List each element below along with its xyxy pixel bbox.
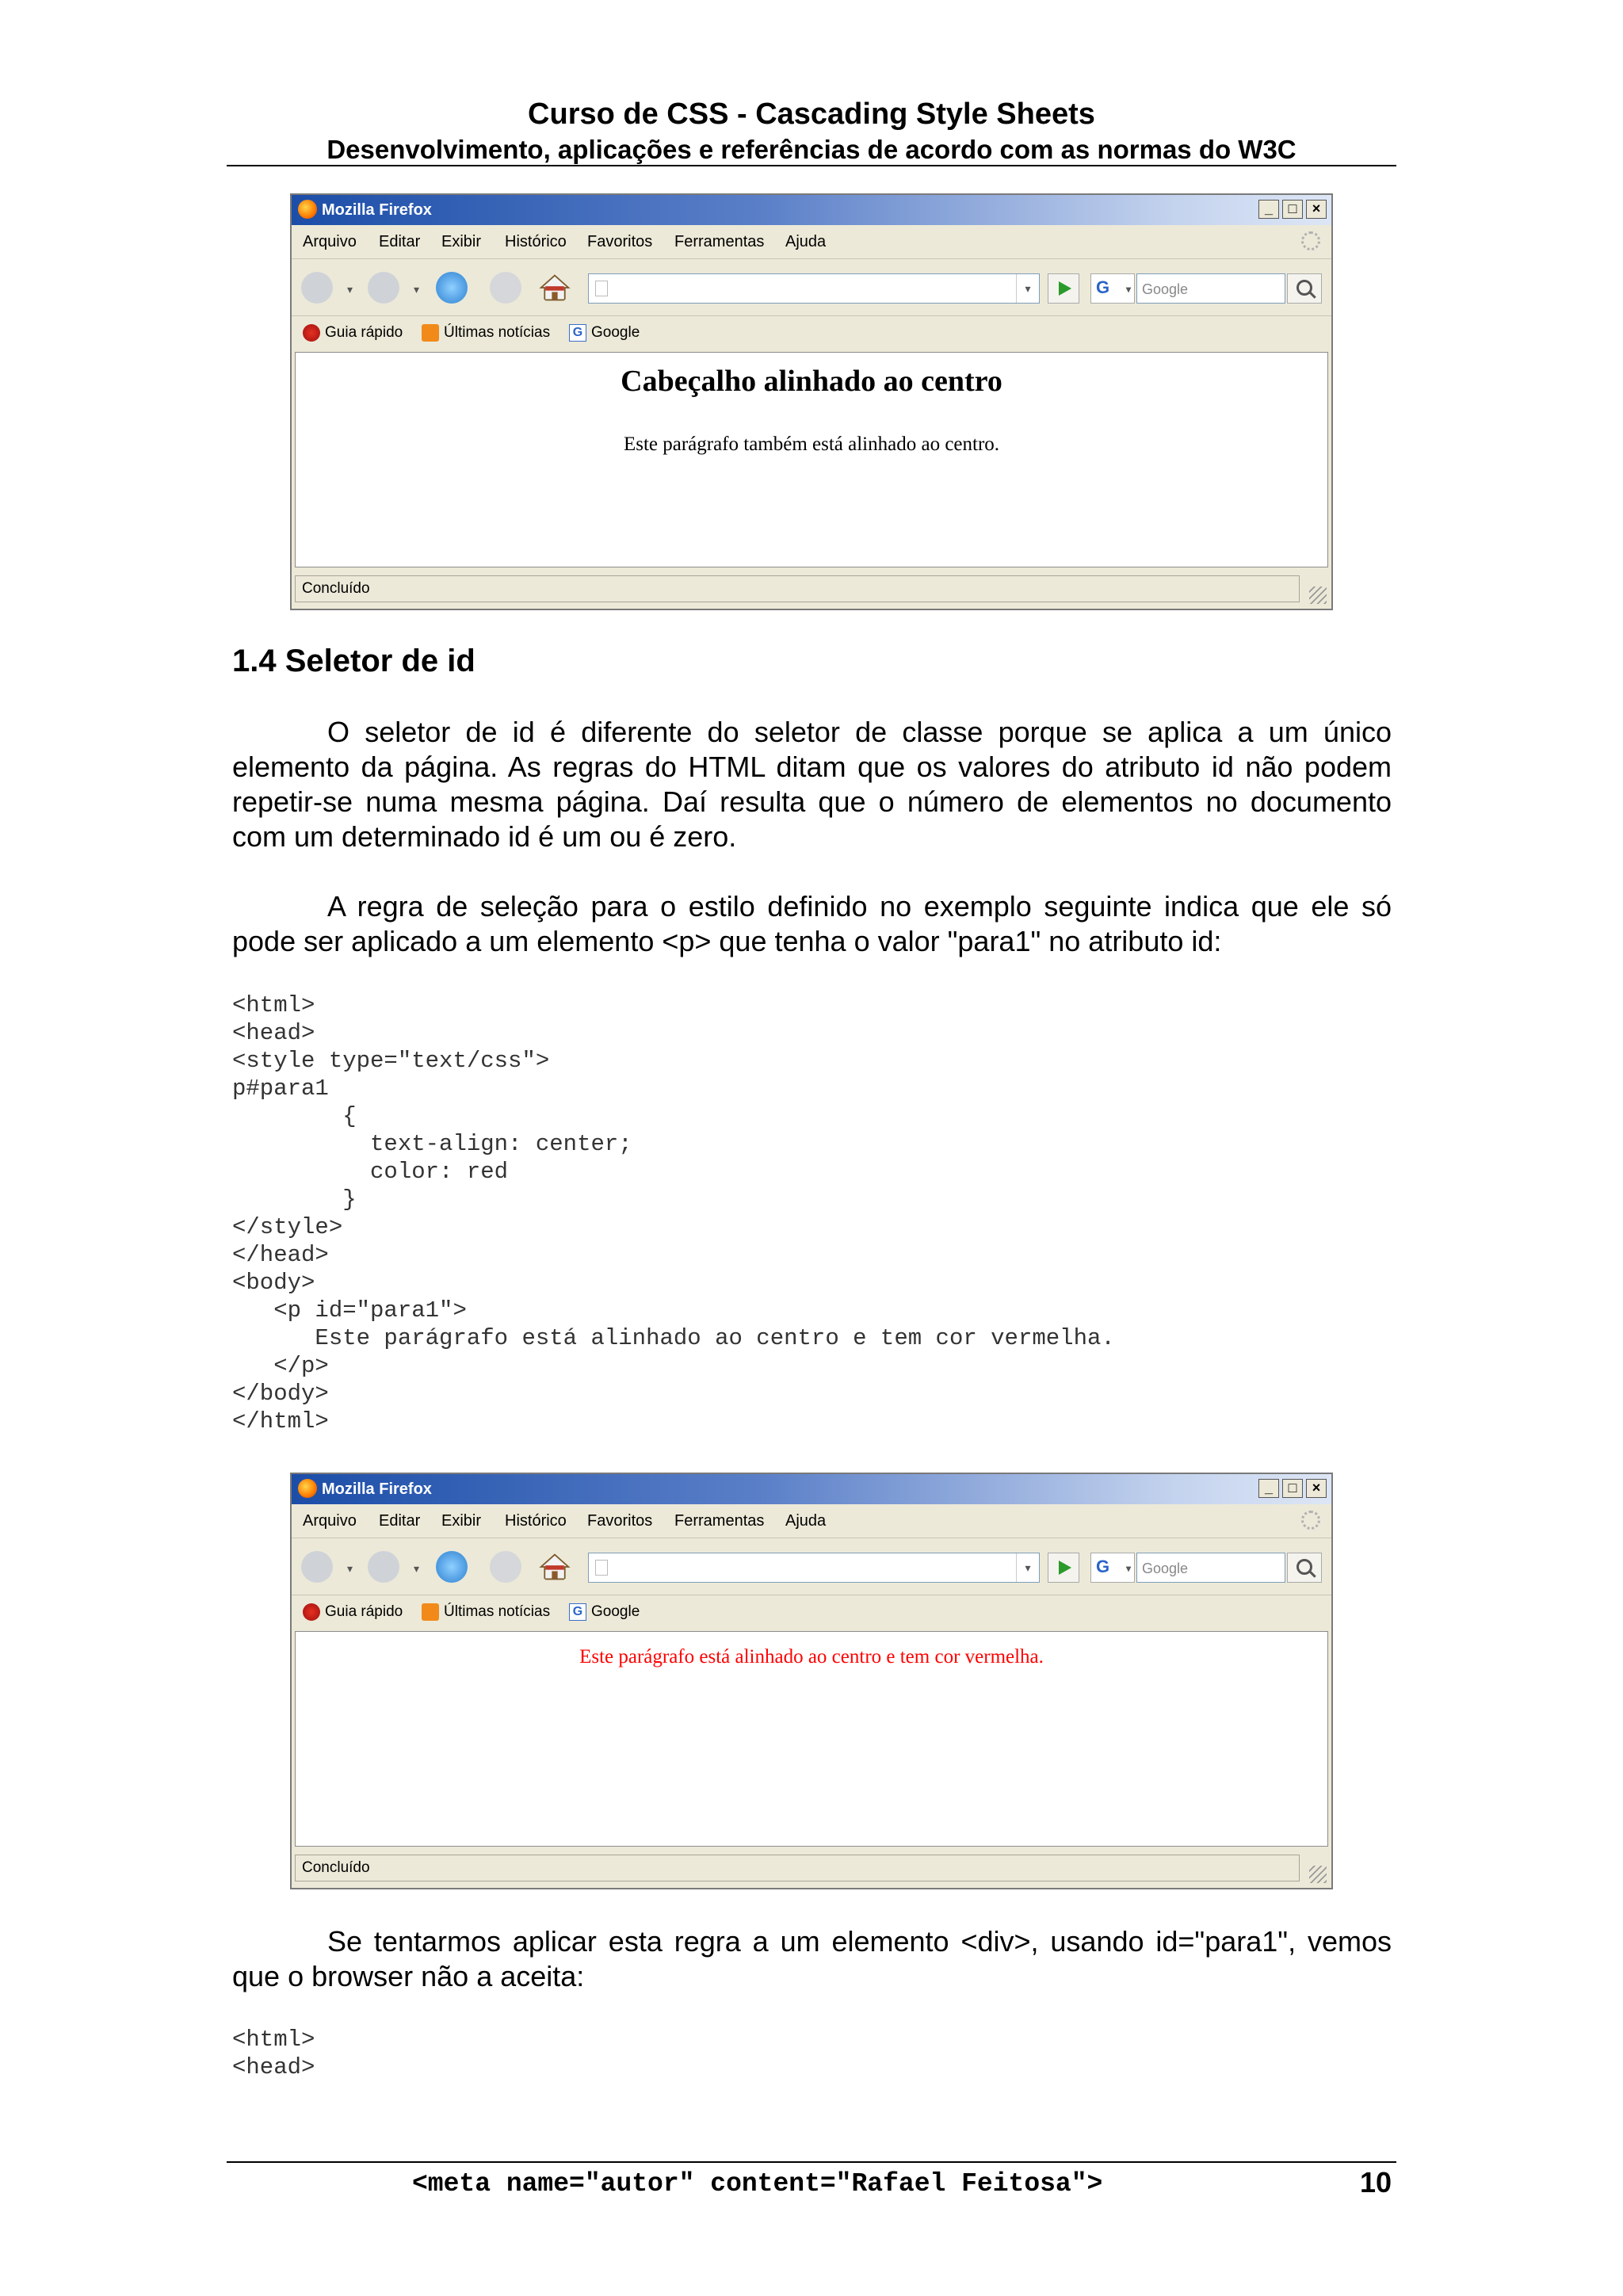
- page-content: [295, 352, 1328, 567]
- url-history-dropdown[interactable]: ▾: [1016, 1553, 1039, 1582]
- menu-favoritos[interactable]: Favoritos: [587, 1512, 653, 1530]
- window-title: Mozilla Firefox: [322, 1480, 432, 1498]
- bookmarks-toolbar: [292, 1595, 1331, 1630]
- go-button[interactable]: [1048, 273, 1079, 304]
- bookmark-guia-rapido[interactable]: [303, 1603, 403, 1621]
- title-bar: [292, 195, 1331, 225]
- status-bar: [292, 571, 1331, 609]
- resize-grip-icon[interactable]: [1309, 586, 1327, 604]
- status-bar: [292, 1850, 1331, 1888]
- paragraph-3: Se tentarmos aplicar esta regra a um elemento <div>, usando id="para1", vemos que o browser não a aceita:: [232, 1925, 1392, 1992]
- rendered-red-paragraph: Este parágrafo está alinhado ao centro e tem cor vermelha.: [579, 1646, 1044, 1668]
- rss-icon: [422, 1603, 439, 1621]
- bookmark-ultimas-noticias[interactable]: [422, 324, 550, 342]
- rendered-paragraph: Este parágrafo também está alinhado ao centro.: [623, 434, 1000, 455]
- google-icon: G: [569, 1603, 586, 1621]
- go-button[interactable]: [1048, 1553, 1079, 1583]
- close-button[interactable]: ×: [1306, 200, 1327, 219]
- url-input[interactable]: [588, 273, 1040, 304]
- window-title: Mozilla Firefox: [322, 201, 432, 219]
- firefox-logo-icon: [298, 200, 317, 219]
- page-number: 10: [1359, 2166, 1392, 2199]
- menu-bar: [292, 1504, 1331, 1538]
- menu-exibir[interactable]: Exibir: [441, 1512, 482, 1530]
- menu-editar[interactable]: Editar: [379, 1512, 421, 1530]
- search-input[interactable]: Google: [1136, 273, 1285, 304]
- menu-arquivo[interactable]: Arquivo: [303, 1512, 357, 1530]
- back-icon[interactable]: [301, 272, 333, 304]
- bookmark-label: Google: [591, 324, 640, 341]
- navigation-toolbar: [292, 1538, 1331, 1595]
- forward-history-dropdown[interactable]: ▾: [414, 1562, 420, 1575]
- google-engine-icon: G: [1096, 277, 1110, 297]
- search-engine-select[interactable]: [1090, 1553, 1135, 1583]
- maximize-button[interactable]: □: [1282, 1479, 1303, 1498]
- page-icon: [595, 1560, 608, 1576]
- throbber-icon: [1301, 231, 1320, 250]
- menu-bar: [292, 225, 1331, 258]
- page-content: [295, 1631, 1328, 1847]
- reload-icon[interactable]: [436, 272, 468, 304]
- minimize-button[interactable]: _: [1258, 200, 1279, 219]
- rss-icon: [422, 324, 439, 342]
- code-example-1: <html> <head> <style type="text/css"> p#para1 { text-align: center; color: red } </style> </head> <body> <p id="para1"> Este parágrafo está alinhado ao centro e tem cor vermelha. </p> </body> </html>: [232, 992, 1115, 1435]
- bookmark-label: Guia rápido: [325, 324, 403, 341]
- bookmark-google[interactable]: [569, 1603, 640, 1621]
- status-text: Concluído: [295, 575, 1300, 602]
- bookmark-google[interactable]: [569, 324, 640, 342]
- document-title: Curso de CSS - Cascading Style Sheets: [528, 97, 1095, 131]
- url-history-dropdown[interactable]: ▾: [1016, 274, 1039, 303]
- menu-exibir[interactable]: Exibir: [441, 233, 482, 250]
- bookmark-label: Guia rápido: [325, 1603, 403, 1620]
- document-subtitle: Desenvolvimento, aplicações e referências de acordo com as normas do W3C: [327, 135, 1296, 164]
- menu-editar[interactable]: Editar: [379, 233, 421, 250]
- firefox-logo-icon: [298, 1479, 317, 1498]
- menu-ferramentas[interactable]: Ferramentas: [674, 233, 765, 250]
- forward-history-dropdown[interactable]: ▾: [414, 283, 420, 296]
- bookmarks-toolbar: [292, 315, 1331, 351]
- navigation-toolbar: [292, 258, 1331, 316]
- menu-ferramentas[interactable]: Ferramentas: [674, 1512, 765, 1530]
- bookmark-ultimas-noticias[interactable]: [422, 1603, 550, 1621]
- close-button[interactable]: ×: [1306, 1479, 1327, 1498]
- paragraph-2: A regra de seleção para o estilo definido no exemplo seguinte indica que ele só pode ser aplicado a um elemento <p> que tenha o valor "para1" no atributo id:: [232, 890, 1392, 957]
- search-icon[interactable]: [1287, 1553, 1322, 1583]
- back-history-dropdown[interactable]: ▾: [347, 1562, 353, 1575]
- url-input[interactable]: [588, 1553, 1040, 1583]
- firefox-window-2: [290, 1473, 1333, 1889]
- code-example-2: <html> <head>: [232, 2027, 315, 2080]
- forward-icon[interactable]: [368, 1551, 399, 1583]
- search-icon[interactable]: [1287, 273, 1322, 304]
- resize-grip-icon[interactable]: [1309, 1866, 1327, 1883]
- bookmark-label: Últimas notícias: [444, 1603, 551, 1620]
- forward-icon[interactable]: [368, 272, 399, 304]
- google-icon: G: [569, 324, 586, 342]
- paragraph-1: O seletor de id é diferente do seletor de classe porque se aplica a um único elemento da página. As regras do HTML ditam que os valores do atributo id não podem repetir-se numa mesma página. Daí resulta que o número de elementos no documento com um determinado id é um ou é zero.: [232, 716, 1392, 853]
- title-bar: [292, 1474, 1331, 1504]
- menu-favoritos[interactable]: Favoritos: [587, 233, 653, 250]
- menu-arquivo[interactable]: Arquivo: [303, 233, 357, 250]
- section-title: 1.4 Seletor de id: [232, 644, 475, 678]
- guia-rapido-icon: [303, 1603, 320, 1621]
- guia-rapido-icon: [303, 324, 320, 342]
- bookmark-label: Google: [591, 1603, 640, 1620]
- chevron-down-icon: ▾: [1125, 1563, 1131, 1574]
- menu-historico[interactable]: Histórico: [505, 1512, 567, 1530]
- page-header: [227, 95, 1396, 166]
- header-rule: [227, 165, 1396, 166]
- back-icon[interactable]: [301, 1551, 333, 1583]
- back-history-dropdown[interactable]: ▾: [347, 283, 353, 296]
- menu-ajuda[interactable]: Ajuda: [785, 1512, 827, 1530]
- maximize-button[interactable]: □: [1282, 200, 1303, 219]
- rendered-heading: Cabeçalho alinhado ao centro: [621, 365, 1002, 398]
- footer-meta: <meta name="autor" content="Rafael Feitosa">: [412, 2169, 1103, 2199]
- page-icon: [595, 281, 608, 296]
- chevron-down-icon: ▾: [1125, 284, 1131, 295]
- google-engine-icon: G: [1096, 1557, 1110, 1576]
- minimize-button[interactable]: _: [1258, 1479, 1279, 1498]
- search-input[interactable]: Google: [1136, 1553, 1285, 1583]
- home-icon[interactable]: [539, 1551, 571, 1583]
- menu-historico[interactable]: Histórico: [505, 233, 567, 250]
- throbber-icon: [1301, 1511, 1320, 1530]
- reload-icon[interactable]: [436, 1551, 468, 1583]
- bookmark-guia-rapido[interactable]: [303, 324, 403, 342]
- menu-ajuda[interactable]: Ajuda: [785, 233, 827, 250]
- status-text: Concluído: [295, 1855, 1300, 1881]
- search-engine-select[interactable]: [1090, 273, 1135, 304]
- bookmark-label: Últimas notícias: [444, 324, 551, 341]
- home-icon[interactable]: [539, 272, 571, 304]
- firefox-window-1: [290, 193, 1333, 610]
- footer-rule: [227, 2161, 1396, 2163]
- stop-icon[interactable]: [490, 1551, 521, 1583]
- stop-icon[interactable]: [490, 272, 521, 304]
